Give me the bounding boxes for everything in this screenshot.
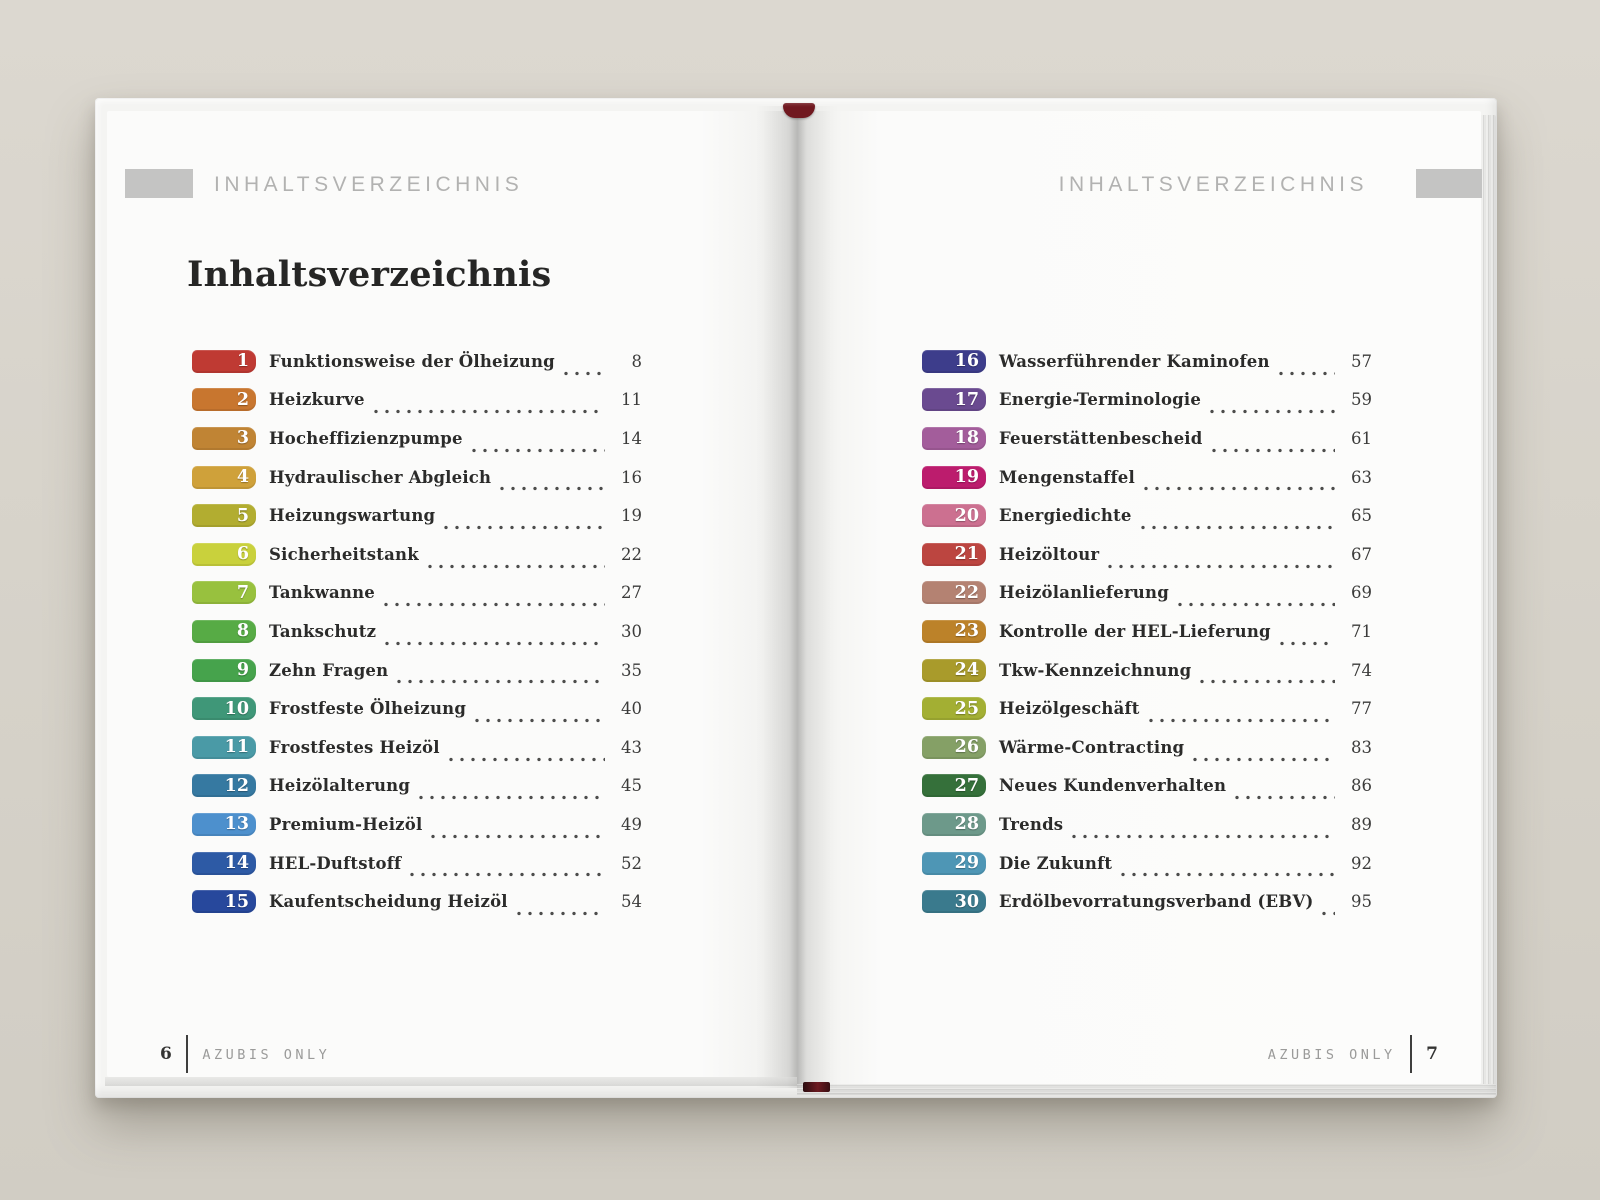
chapter-title: Feuerstättenbescheid (999, 428, 1203, 448)
chapter-page-number: 45 (621, 776, 642, 796)
chapter-number-badge: 6 (192, 543, 256, 566)
chapter-number-badge: 10 (192, 697, 256, 720)
dotted-leader (1280, 641, 1335, 646)
chapter-title: Heizöltour (999, 544, 1100, 564)
chapter-title: Zehn Fragen (269, 660, 389, 680)
footer-imprint-right: AZUBIS ONLY (1267, 1047, 1396, 1063)
toc-entry (192, 496, 642, 535)
chapter-page-number: 40 (621, 699, 642, 719)
chapter-page-number: 11 (621, 390, 642, 410)
dotted-leader (1235, 795, 1335, 800)
chapter-page-number: 61 (1351, 428, 1372, 448)
chapter-title: Die Zukunft (999, 853, 1113, 873)
toc-entry (192, 458, 642, 497)
toc-entry (922, 612, 1372, 651)
footer-divider (186, 1035, 189, 1073)
chapter-number-badge: 24 (922, 659, 986, 682)
chapter-title: Wasserführender Kaminofen (999, 351, 1270, 371)
toc-entry (192, 651, 642, 690)
dotted-leader (472, 448, 605, 453)
dotted-leader (1121, 872, 1335, 877)
toc-entry (192, 805, 642, 844)
chapter-number-badge: 2 (192, 388, 256, 411)
dotted-leader (1210, 409, 1335, 414)
toc-entry (922, 535, 1372, 574)
chapter-title: Frostfeste Ölheizung (269, 699, 467, 719)
dotted-leader (1072, 834, 1335, 839)
toc-list-left (192, 342, 642, 921)
toc-entry (922, 419, 1372, 458)
dotted-leader (564, 371, 605, 376)
chapter-page-number: 67 (1351, 544, 1372, 564)
chapter-number-badge: 12 (192, 774, 256, 797)
chapter-page-number: 69 (1351, 583, 1372, 603)
chapter-title: Kaufentscheidung Heizöl (269, 892, 508, 912)
chapter-number-badge: 18 (922, 427, 986, 450)
chapter-page-number: 35 (621, 660, 642, 680)
chapter-title: Mengenstaffel (999, 467, 1135, 487)
chapter-number-badge: 21 (922, 543, 986, 566)
chapter-number-badge: 16 (922, 350, 986, 373)
toc-entry (922, 882, 1372, 921)
footer-right (1268, 1032, 1438, 1076)
dotted-leader (1279, 371, 1335, 376)
chapter-page-number: 14 (621, 428, 642, 448)
chapter-title: Heizölgeschäft (999, 699, 1140, 719)
dotted-leader (444, 525, 605, 530)
dotted-leader (1108, 564, 1335, 569)
chapter-title: Sicherheitstank (269, 544, 419, 564)
toc-entry (192, 535, 642, 574)
dotted-leader (449, 757, 605, 762)
dotted-leader (428, 564, 605, 569)
chapter-title: Trends (999, 814, 1064, 834)
toc-entry (192, 342, 642, 381)
chapter-title: Energiedichte (999, 506, 1132, 526)
chapter-page-number: 65 (1351, 506, 1372, 526)
chapter-number-badge: 11 (192, 736, 256, 759)
chapter-number-badge: 30 (922, 890, 986, 913)
chapter-number-badge: 9 (192, 659, 256, 682)
chapter-page-number: 71 (1351, 621, 1372, 641)
chapter-title: Heizölanlieferung (999, 583, 1169, 603)
dotted-leader (1149, 718, 1335, 723)
dotted-leader (1141, 525, 1335, 530)
chapter-number-badge: 17 (922, 388, 986, 411)
running-head-marker-left (125, 169, 193, 198)
toc-entry (922, 381, 1372, 420)
chapter-number-badge: 29 (922, 852, 986, 875)
dotted-leader (1193, 757, 1335, 762)
chapter-page-number: 63 (1351, 467, 1372, 487)
chapter-title: Premium-Heizöl (269, 814, 423, 834)
toc-entry (192, 844, 642, 883)
chapter-number-badge: 1 (192, 350, 256, 373)
footer-divider (1410, 1035, 1413, 1073)
chapter-page-number: 57 (1351, 351, 1372, 371)
toc-entry (192, 419, 642, 458)
running-head-marker-right (1416, 169, 1482, 198)
chapter-number-badge: 23 (922, 620, 986, 643)
chapter-number-badge: 13 (192, 813, 256, 836)
toc-entry (192, 381, 642, 420)
chapter-title: Tkw-Kennzeichnung (999, 660, 1192, 680)
dotted-leader (1200, 679, 1335, 684)
chapter-page-number: 16 (621, 467, 642, 487)
chapter-page-number: 77 (1351, 699, 1372, 719)
footer-imprint-left: AZUBIS ONLY (202, 1047, 331, 1063)
chapter-title: Funktionsweise der Ölheizung (269, 351, 555, 371)
dotted-leader (419, 795, 605, 800)
chapter-page-number: 74 (1351, 660, 1372, 680)
toc-entry (922, 342, 1372, 381)
toc-entry (922, 728, 1372, 767)
toc-entry (922, 496, 1372, 535)
chapter-title: Wärme-Contracting (999, 737, 1185, 757)
toc-list-right (922, 342, 1372, 921)
running-head-left: INHALTSVERZEICHNIS (214, 173, 524, 196)
chapter-page-number: 27 (621, 583, 642, 603)
chapter-page-number: 8 (631, 351, 642, 371)
chapter-title: Energie-Terminologie (999, 390, 1202, 410)
toc-entry (922, 844, 1372, 883)
toc-entry (922, 689, 1372, 728)
chapter-title: HEL-Duftstoff (269, 853, 402, 873)
chapter-page-number: 86 (1351, 776, 1372, 796)
dotted-leader (500, 486, 605, 491)
chapter-title: Kontrolle der HEL-Lieferung (999, 621, 1271, 641)
page-number-right: 7 (1426, 1044, 1438, 1064)
dotted-leader (1212, 448, 1335, 453)
page-number-left: 6 (160, 1044, 172, 1064)
chapter-page-number: 54 (621, 892, 642, 912)
chapter-page-number: 92 (1351, 853, 1372, 873)
chapter-title: Frostfestes Heizöl (269, 737, 440, 757)
dotted-leader (517, 911, 605, 916)
chapter-number-badge: 27 (922, 774, 986, 797)
chapter-page-number: 83 (1351, 737, 1372, 757)
chapter-number-badge: 20 (922, 504, 986, 527)
chapter-title: Hydraulischer Abgleich (269, 467, 492, 487)
chapter-number-badge: 19 (922, 466, 986, 489)
toc-entry (192, 612, 642, 651)
chapter-page-number: 30 (621, 621, 642, 641)
chapter-number-badge: 14 (192, 852, 256, 875)
chapter-number-badge: 25 (922, 697, 986, 720)
chapter-number-badge: 8 (192, 620, 256, 643)
chapter-title: Hocheffizienzpumpe (269, 428, 463, 448)
chapter-page-number: 59 (1351, 390, 1372, 410)
toc-entry (192, 882, 642, 921)
dotted-leader (475, 718, 605, 723)
chapter-number-badge: 5 (192, 504, 256, 527)
chapter-number-badge: 28 (922, 813, 986, 836)
dotted-leader (397, 679, 605, 684)
dotted-leader (1144, 486, 1335, 491)
toc-entry (922, 574, 1372, 613)
dotted-leader (384, 602, 605, 607)
chapter-number-badge: 22 (922, 581, 986, 604)
chapter-title: Heizölalterung (269, 776, 411, 796)
toc-entry (192, 767, 642, 806)
chapter-number-badge: 4 (192, 466, 256, 489)
dotted-leader (431, 834, 605, 839)
chapter-page-number: 22 (621, 544, 642, 564)
chapter-title: Erdölbevorratungsverband (EBV) (999, 892, 1314, 912)
chapter-page-number: 43 (621, 737, 642, 757)
page-title: Inhaltsverzeichnis (187, 254, 552, 295)
toc-entry (922, 805, 1372, 844)
running-head-right: INHALTSVERZEICHNIS (1058, 173, 1368, 196)
chapter-page-number: 52 (621, 853, 642, 873)
chapter-title: Heizkurve (269, 390, 365, 410)
toc-entry (922, 767, 1372, 806)
toc-entry (192, 574, 642, 613)
toc-entry (192, 689, 642, 728)
chapter-page-number: 19 (621, 506, 642, 526)
footer-left (160, 1032, 330, 1076)
dotted-leader (374, 409, 605, 414)
chapter-page-number: 89 (1351, 814, 1372, 834)
chapter-number-badge: 26 (922, 736, 986, 759)
chapter-title: Tankschutz (269, 621, 377, 641)
chapter-number-badge: 7 (192, 581, 256, 604)
dotted-leader (385, 641, 605, 646)
chapter-number-badge: 15 (192, 890, 256, 913)
toc-entry (922, 458, 1372, 497)
chapter-number-badge: 3 (192, 427, 256, 450)
chapter-page-number: 49 (621, 814, 642, 834)
chapter-title: Heizungswartung (269, 506, 436, 526)
chapter-title: Tankwanne (269, 583, 376, 603)
toc-entry (922, 651, 1372, 690)
dotted-leader (410, 872, 605, 877)
toc-entry (192, 728, 642, 767)
chapter-page-number: 95 (1351, 892, 1372, 912)
chapter-title: Neues Kundenverhalten (999, 776, 1227, 796)
dotted-leader (1322, 911, 1335, 916)
dotted-leader (1178, 602, 1335, 607)
